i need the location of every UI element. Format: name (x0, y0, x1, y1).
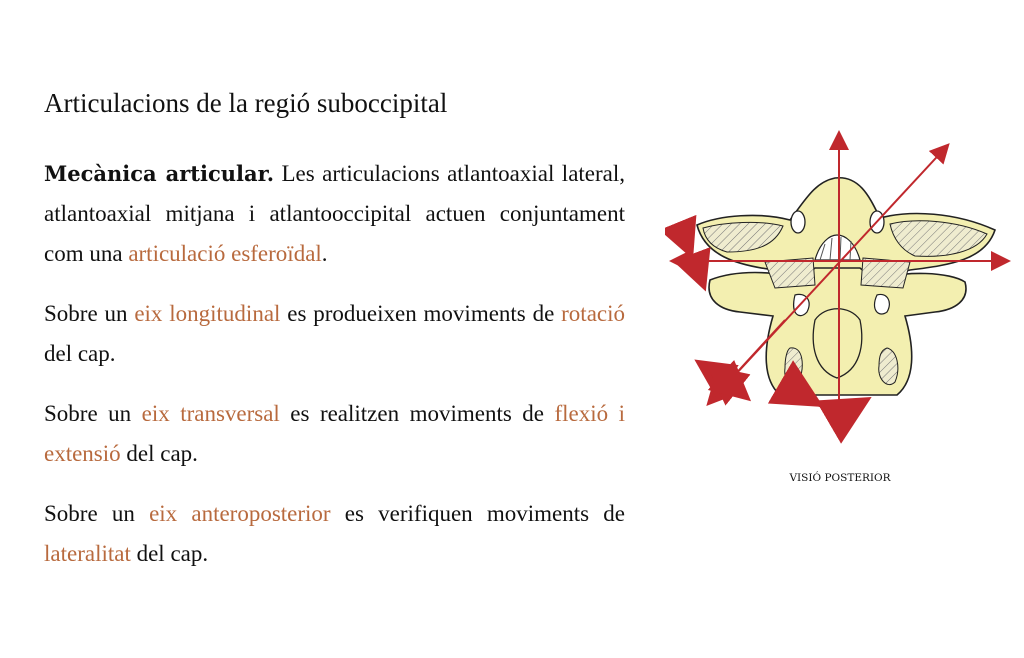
text-segment: Sobre un (44, 401, 142, 426)
text-segment: es realitzen moviments de (279, 401, 555, 426)
highlight-anteroposterior-axis: eix anteroposterior (149, 501, 331, 526)
text-segment: . (321, 241, 328, 266)
paragraph-mechanics (44, 154, 625, 274)
paragraph-transversal (44, 394, 625, 474)
text-segment: del cap. (44, 341, 116, 366)
lead-term: Mecànica articular. (44, 161, 275, 186)
highlight-longitudinal-axis: eix longitudinal (134, 301, 281, 326)
highlight-spheroid-joint: articulació esferoïdal (128, 241, 322, 266)
highlight-flexion-extension: flexió i extensió (44, 401, 625, 466)
text-segment: es produeixen moviments de (280, 301, 562, 326)
vertebra-illustration (665, 120, 1015, 450)
text-segment: Les articulacions atlantoaxial lateral, atlantoaxial mitjana i atlantooccipital actuen conjuntament com una (44, 161, 626, 266)
axis-bone (709, 258, 966, 395)
extension-arrow (697, 268, 703, 284)
page-title: Articulacions de la regió suboccipital (44, 88, 448, 118)
text-segment: Sobre un (44, 301, 135, 326)
paragraph-anteroposterior (44, 494, 625, 574)
paragraph-longitudinal (44, 294, 625, 374)
flexion-arrow (681, 230, 690, 252)
lateral-arrow-up (713, 370, 723, 378)
highlight-laterality: lateralitat (44, 541, 131, 566)
text-segment: del cap. (130, 541, 209, 566)
figure-caption: VISIÓ POSTERIOR (789, 472, 891, 484)
text-segment: Sobre un (44, 501, 150, 526)
text-segment: del cap. (120, 441, 198, 466)
highlight-transversal-axis: eix transversal (141, 401, 280, 426)
body-text (44, 154, 625, 594)
lateral-arrow-right (729, 382, 745, 396)
highlight-rotation: rotació (561, 301, 625, 326)
text-segment: es verifiquen moviments de (330, 501, 625, 526)
atlas-bone (697, 178, 995, 280)
